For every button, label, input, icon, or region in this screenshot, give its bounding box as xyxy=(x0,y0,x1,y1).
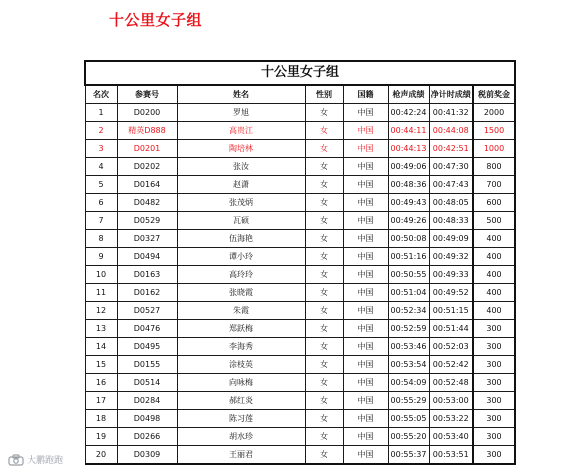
camera-logo-icon xyxy=(8,454,24,466)
cell-gender: 女 xyxy=(305,194,343,212)
cell-bib: D0498 xyxy=(117,410,177,428)
cell-gender: 女 xyxy=(305,158,343,176)
table-row xyxy=(85,428,515,446)
table-row xyxy=(85,104,515,122)
cell-nationality: 中国 xyxy=(343,140,388,158)
cell-bib: D0162 xyxy=(117,284,177,302)
cell-net-time: 00:53:51 xyxy=(429,446,473,465)
cell-prize: 400 xyxy=(473,302,515,320)
cell-nationality: 中国 xyxy=(343,212,388,230)
cell-bib: D0309 xyxy=(117,446,177,465)
cell-prize: 1500 xyxy=(473,122,515,140)
cell-gun-time: 00:49:43 xyxy=(388,194,429,212)
cell-bib: D0200 xyxy=(117,104,177,122)
cell-prize: 400 xyxy=(473,266,515,284)
cell-rank: 13 xyxy=(85,320,117,338)
cell-rank: 19 xyxy=(85,428,117,446)
table-row xyxy=(85,338,515,356)
cell-net-time: 00:53:00 xyxy=(429,392,473,410)
cell-gender: 女 xyxy=(305,446,343,465)
cell-gender: 女 xyxy=(305,284,343,302)
cell-rank: 12 xyxy=(85,302,117,320)
header-gun-time: 枪声成绩 xyxy=(388,85,429,104)
cell-bib: D0527 xyxy=(117,302,177,320)
cell-gun-time: 00:50:08 xyxy=(388,230,429,248)
cell-bib: D0164 xyxy=(117,176,177,194)
cell-net-time: 00:52:03 xyxy=(429,338,473,356)
cell-prize: 300 xyxy=(473,320,515,338)
cell-net-time: 00:49:09 xyxy=(429,230,473,248)
cell-gun-time: 00:51:16 xyxy=(388,248,429,266)
cell-name: 朱霞 xyxy=(177,302,305,320)
header-prize: 税前奖金 xyxy=(473,85,515,104)
cell-gun-time: 00:54:09 xyxy=(388,374,429,392)
cell-prize: 300 xyxy=(473,392,515,410)
cell-gun-time: 00:42:24 xyxy=(388,104,429,122)
cell-gun-time: 00:52:34 xyxy=(388,302,429,320)
header-rank: 名次 xyxy=(85,85,117,104)
results-body xyxy=(85,104,515,465)
table-row xyxy=(85,266,515,284)
cell-rank: 14 xyxy=(85,338,117,356)
cell-nationality: 中国 xyxy=(343,356,388,374)
table-row xyxy=(85,230,515,248)
table-caption: 十公里女子组 xyxy=(85,61,515,85)
cell-prize: 800 xyxy=(473,158,515,176)
cell-net-time: 00:47:30 xyxy=(429,158,473,176)
cell-nationality: 中国 xyxy=(343,122,388,140)
page-heading: 十公里女子组 xyxy=(109,11,203,29)
cell-prize: 300 xyxy=(473,356,515,374)
table-row xyxy=(85,248,515,266)
cell-name: 郝红炎 xyxy=(177,392,305,410)
cell-net-time: 00:49:33 xyxy=(429,266,473,284)
cell-name: 赵潇 xyxy=(177,176,305,194)
cell-nationality: 中国 xyxy=(343,428,388,446)
cell-gender: 女 xyxy=(305,338,343,356)
cell-gun-time: 00:44:13 xyxy=(388,140,429,158)
cell-rank: 6 xyxy=(85,194,117,212)
cell-rank: 17 xyxy=(85,392,117,410)
cell-prize: 300 xyxy=(473,410,515,428)
cell-nationality: 中国 xyxy=(343,446,388,465)
header-bib: 参赛号 xyxy=(117,85,177,104)
cell-nationality: 中国 xyxy=(343,158,388,176)
cell-rank: 18 xyxy=(85,410,117,428)
cell-prize: 600 xyxy=(473,194,515,212)
cell-gun-time: 00:48:36 xyxy=(388,176,429,194)
results-table xyxy=(84,60,516,465)
cell-gun-time: 00:49:26 xyxy=(388,212,429,230)
table-row xyxy=(85,320,515,338)
cell-name: 谭小玲 xyxy=(177,248,305,266)
cell-gun-time: 00:52:59 xyxy=(388,320,429,338)
table-row xyxy=(85,392,515,410)
cell-rank: 3 xyxy=(85,140,117,158)
cell-name: 高玲玲 xyxy=(177,266,305,284)
cell-bib: 精英D888 xyxy=(117,122,177,140)
cell-name: 高贵江 xyxy=(177,122,305,140)
cell-rank: 11 xyxy=(85,284,117,302)
cell-net-time: 00:51:15 xyxy=(429,302,473,320)
cell-prize: 400 xyxy=(473,284,515,302)
cell-nationality: 中国 xyxy=(343,104,388,122)
cell-rank: 1 xyxy=(85,104,117,122)
table-row xyxy=(85,284,515,302)
cell-net-time: 00:53:40 xyxy=(429,428,473,446)
cell-net-time: 00:49:32 xyxy=(429,248,473,266)
cell-rank: 20 xyxy=(85,446,117,465)
cell-bib: D0495 xyxy=(117,338,177,356)
cell-prize: 1000 xyxy=(473,140,515,158)
cell-net-time: 00:51:44 xyxy=(429,320,473,338)
cell-nationality: 中国 xyxy=(343,284,388,302)
cell-prize: 300 xyxy=(473,338,515,356)
cell-prize: 2000 xyxy=(473,104,515,122)
cell-gender: 女 xyxy=(305,230,343,248)
cell-rank: 8 xyxy=(85,230,117,248)
cell-name: 张茂炳 xyxy=(177,194,305,212)
cell-name: 向咏梅 xyxy=(177,374,305,392)
table-row xyxy=(85,158,515,176)
cell-gun-time: 00:53:46 xyxy=(388,338,429,356)
table-row xyxy=(85,374,515,392)
cell-net-time: 00:53:22 xyxy=(429,410,473,428)
cell-gun-time: 00:55:37 xyxy=(388,446,429,465)
table-row xyxy=(85,140,515,158)
header-nationality: 国籍 xyxy=(343,85,388,104)
cell-net-time: 00:52:48 xyxy=(429,374,473,392)
cell-bib: D0163 xyxy=(117,266,177,284)
cell-name: 李海秀 xyxy=(177,338,305,356)
cell-net-time: 00:48:05 xyxy=(429,194,473,212)
cell-gender: 女 xyxy=(305,392,343,410)
table-row xyxy=(85,122,515,140)
cell-gun-time: 00:51:04 xyxy=(388,284,429,302)
cell-name: 瓦硕 xyxy=(177,212,305,230)
table-row xyxy=(85,410,515,428)
cell-rank: 16 xyxy=(85,374,117,392)
cell-gender: 女 xyxy=(305,356,343,374)
cell-gun-time: 00:55:05 xyxy=(388,410,429,428)
table-row xyxy=(85,194,515,212)
cell-net-time: 00:41:32 xyxy=(429,104,473,122)
cell-bib: D0476 xyxy=(117,320,177,338)
cell-gender: 女 xyxy=(305,374,343,392)
cell-net-time: 00:42:51 xyxy=(429,140,473,158)
cell-gun-time: 00:55:29 xyxy=(388,392,429,410)
cell-bib: D0202 xyxy=(117,158,177,176)
cell-prize: 300 xyxy=(473,428,515,446)
header-name: 姓名 xyxy=(177,85,305,104)
cell-name: 伍海艳 xyxy=(177,230,305,248)
cell-net-time: 00:48:33 xyxy=(429,212,473,230)
cell-name: 张晓霞 xyxy=(177,284,305,302)
cell-nationality: 中国 xyxy=(343,248,388,266)
cell-bib: D0529 xyxy=(117,212,177,230)
cell-gender: 女 xyxy=(305,176,343,194)
cell-net-time: 00:44:08 xyxy=(429,122,473,140)
cell-gun-time: 00:49:06 xyxy=(388,158,429,176)
header-net-time: 净计时成绩 xyxy=(429,85,473,104)
cell-rank: 15 xyxy=(85,356,117,374)
cell-name: 王丽君 xyxy=(177,446,305,465)
cell-name: 张汝 xyxy=(177,158,305,176)
cell-rank: 2 xyxy=(85,122,117,140)
cell-gender: 女 xyxy=(305,140,343,158)
header-gender: 性别 xyxy=(305,85,343,104)
cell-gun-time: 00:44:11 xyxy=(388,122,429,140)
cell-gender: 女 xyxy=(305,122,343,140)
cell-net-time: 00:49:52 xyxy=(429,284,473,302)
cell-bib: D0514 xyxy=(117,374,177,392)
cell-gun-time: 00:50:55 xyxy=(388,266,429,284)
cell-rank: 5 xyxy=(85,176,117,194)
cell-prize: 400 xyxy=(473,230,515,248)
cell-name: 罗旭 xyxy=(177,104,305,122)
cell-nationality: 中国 xyxy=(343,320,388,338)
cell-prize: 300 xyxy=(473,446,515,465)
cell-gender: 女 xyxy=(305,302,343,320)
cell-prize: 300 xyxy=(473,374,515,392)
table-row xyxy=(85,176,515,194)
cell-gender: 女 xyxy=(305,410,343,428)
cell-gun-time: 00:53:54 xyxy=(388,356,429,374)
cell-gender: 女 xyxy=(305,428,343,446)
cell-gender: 女 xyxy=(305,320,343,338)
cell-bib: D0201 xyxy=(117,140,177,158)
cell-prize: 500 xyxy=(473,212,515,230)
cell-name: 郑跃梅 xyxy=(177,320,305,338)
table-row xyxy=(85,356,515,374)
cell-gender: 女 xyxy=(305,248,343,266)
cell-prize: 700 xyxy=(473,176,515,194)
cell-rank: 4 xyxy=(85,158,117,176)
cell-nationality: 中国 xyxy=(343,176,388,194)
cell-gun-time: 00:55:20 xyxy=(388,428,429,446)
cell-nationality: 中国 xyxy=(343,410,388,428)
cell-nationality: 中国 xyxy=(343,338,388,356)
cell-name: 陶培林 xyxy=(177,140,305,158)
cell-gender: 女 xyxy=(305,104,343,122)
cell-gender: 女 xyxy=(305,266,343,284)
table-row xyxy=(85,302,515,320)
cell-bib: D0327 xyxy=(117,230,177,248)
cell-prize: 400 xyxy=(473,248,515,266)
cell-name: 陈习莲 xyxy=(177,410,305,428)
cell-bib: D0494 xyxy=(117,248,177,266)
cell-rank: 9 xyxy=(85,248,117,266)
cell-net-time: 00:47:43 xyxy=(429,176,473,194)
cell-net-time: 00:52:42 xyxy=(429,356,473,374)
cell-nationality: 中国 xyxy=(343,230,388,248)
table-row xyxy=(85,212,515,230)
cell-nationality: 中国 xyxy=(343,374,388,392)
cell-bib: D0482 xyxy=(117,194,177,212)
cell-nationality: 中国 xyxy=(343,302,388,320)
cell-name: 胡水珍 xyxy=(177,428,305,446)
watermark-text: 大鹏跑跑 xyxy=(27,456,64,466)
cell-gender: 女 xyxy=(305,212,343,230)
table-row xyxy=(85,446,515,465)
cell-bib: D0284 xyxy=(117,392,177,410)
watermark xyxy=(8,453,63,466)
cell-nationality: 中国 xyxy=(343,194,388,212)
cell-nationality: 中国 xyxy=(343,392,388,410)
cell-rank: 7 xyxy=(85,212,117,230)
cell-name: 涂枝英 xyxy=(177,356,305,374)
cell-nationality: 中国 xyxy=(343,266,388,284)
cell-rank: 10 xyxy=(85,266,117,284)
cell-bib: D0155 xyxy=(117,356,177,374)
cell-bib: D0266 xyxy=(117,428,177,446)
